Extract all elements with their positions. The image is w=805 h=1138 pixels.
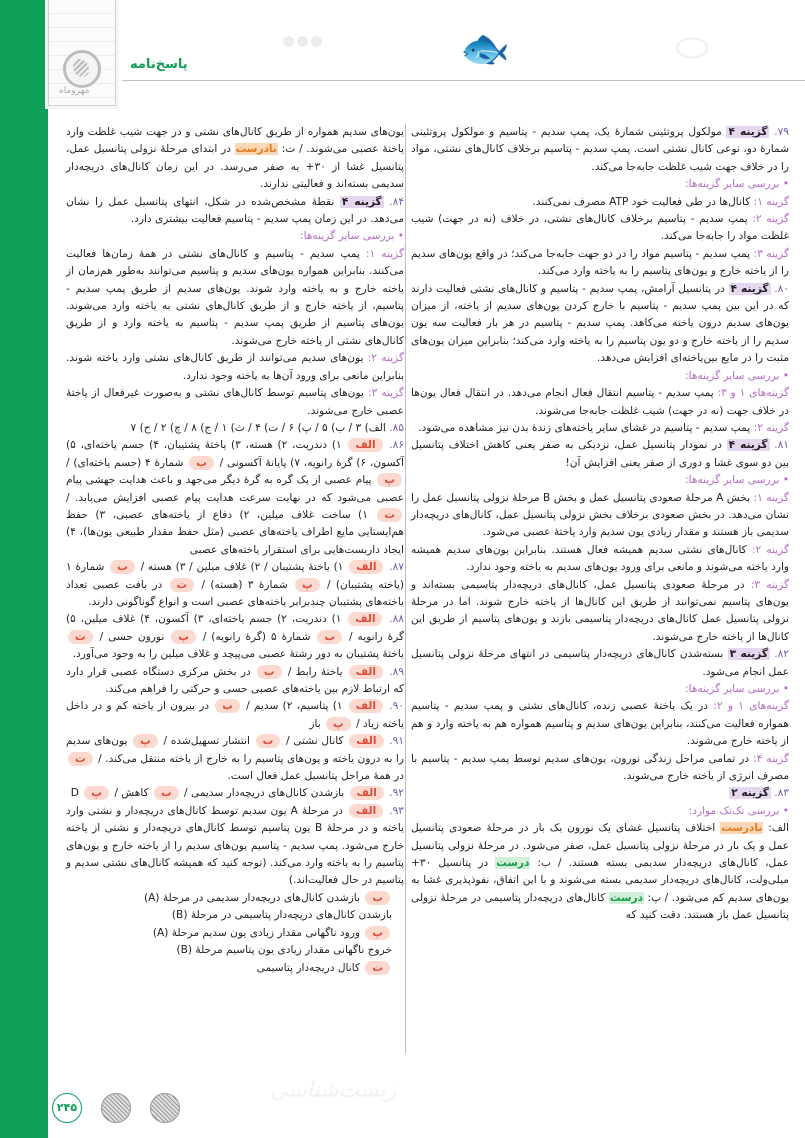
part-badge: الف (349, 734, 383, 748)
answer-84: ۸۴. گزینه ۴ نقطهٔ مشخص‌شده در شکل، انتهای پتانسیل عمل را نشان می‌دهد. در این زمان پمپ سدیم - پتاسیم فعالیت بیشتری دارد. (66, 195, 405, 226)
part-badge: پ (295, 578, 320, 592)
part-badge: الف (349, 560, 383, 574)
review-heading: • بررسی تک‌تک موارد: (688, 804, 789, 817)
part-badge: ب (110, 560, 135, 574)
page-footer (52, 1093, 180, 1123)
green-side-bar (0, 0, 48, 1138)
decorative-dots-icon (283, 32, 325, 51)
part-badge: ب (189, 456, 214, 470)
right-column: ۷۹. گزینه ۴ مولکول پروتئینی شمارهٔ یک، پمپ سدیم - پتاسیم و مولکول پروتئینی شمارهٔ دو، نوعی کانال نشتی است. پمپ سدیم - پتاسیم برخلاف کانال‌های نشتی، مواد را در خلاف جهت شیب غلظت جابه‌جا می‌کند. • بررسی سایر گزینه‌ها: گزینه ۱: کانال‌ها در طی فعالیت خود ATP مصرف نمی‌کنند. گزینه ۲: پمپ سدیم - پتاسیم برخلاف کانال‌های نشتی، در خلاف (نه در جهت) شیب غلظت مواد را جابه‌جا می‌کند. گزینه ۳: پمپ سدیم - پتاسیم مواد را در دو جهت جابه‌جا می‌کند؛ در واقع یون‌های سدیم را از یاخته خارج و یون‌های پتاسیم را به یاخته وارد می‌کند. ۸۰. گزینه ۴ در پتانسیل آرامش، پمپ سدیم - پتاسیم و کانال‌های نشتی فعالیت دارند که در این بین پمپ سدیم - پتاسیم با خارج کردن یون‌های سدیم از یاخته، از میزان یون‌های سدیم درون یاخته می‌کاهد. پمپ سدیم - پتاسیم در هر بار فعالیت سه یون سدیم را از یاخته خارج و دو یون پتاسیم را به یاخته وارد می‌کند؛ بنابراین میزان یون‌های مثبت را در مایع بین‌یاخته‌ای افزایش می‌دهد. • بررسی سایر گزینه‌ها: گزینه‌های ۱ و ۳: پمپ سدیم - پتاسیم انتقال فعال انجام می‌دهد. در انتقال فعال یون‌ها در خلاف جهت (نه در جهت) شیب غلظت جابه‌جا می‌شوند. گزینه ۲: پمپ سدیم - پتاسیم در غشای سایر یاخته‌های زندهٔ بدن نیز مشاهده می‌شود. ۸۱. گزینه ۴ در نمودار پتانسیل عمل، نزدیکی به صفر یعنی کاهش اختلاف پتانسیل بین دو سوی غشا و دوری از صفر یعنی افزایش آن! • بررسی سایر گزینه‌ها: گزینه ۱: بخش A مرحلهٔ صعودی پتانسیل عمل و بخش B مرحلهٔ نزولی پتانسیل عمل را نشان می‌دهد. در بخش صعودی برخلاف بخش نزولی پتانسیل عمل، کانال‌های دریچه‌دار سدیمی باز هستند و مقدار زیادی یون سدیم وارد یاختهٔ عصبی می‌شود. گزینه ۲: کانال‌های نشتی سدیم همیشه فعال هستند. بنابراین یون‌های سدیم همیشه وارد یاخته می‌شوند و مانعی برای ورود یون‌های سدیم به یاخته وجود ندارد. گزینه ۳: در مرحلهٔ صعودی پتانسیل عمل، کانال‌های دریچه‌دار پتاسیمی بسته‌اند و یون‌های پتاسیم نمی‌توانند از طریق این کانال‌ها از یاخته خارج شوند. اما در مرحلهٔ نزولی پتانسیل عمل کانال‌های دریچه‌دار پتاسیمی بازند و یون‌های پتاسیم از طریق این کانال‌ها از یاخته خارج می‌شوند. ۸۲. گزینه ۳ بسته‌شدن کانال‌های دریچه‌دار پتاسیمی در انتهای مرحلهٔ نزولی پتانسیل عمل انجام می‌شود. • بررسی سایر گزینه‌ها: گزینه‌های ۱ و ۲: در یک یاختهٔ عصبی زنده، کانال‌های نشتی و پمپ سدیم - پتاسیم همواره فعالیت می‌کنند، بنابراین یون‌های سدیم و پتاسیم همواره هم به یاخته وارد و هم از یاخته خارج می‌شوند. گزینه ۴: در تمامی مراحل زندگی نورون، یون‌های سدیم توسط پمپ سدیم - پتاسیم با مصرف انرژی از یاخته خارج می‌شوند. ۸۳. گزینه ۲ • بررسی تک‌تک موارد: الف: نادرست اختلاف پتانسیل غشای یک نورون یک بار در مرحلهٔ صعودی پتانسیل عمل و یک بار در مرحلهٔ نزولی پتانسیل عمل، صفر می‌شود. در مرحلهٔ نزولی پتانسیل عمل، کانال‌های دریچه‌دار سدیمی بسته هستند. / ب: درست در پتانسیل ۳۰+ میلی‌ولت، کانال‌های دریچه‌دار سدیمی بسته می‌شوند و با این اتفاق، نفوذپذیری غشا به یون‌های سدیم کم می‌شود. / پ: درست کانال‌های دریچه‌دار پتاسیمی در مرحلهٔ نزولی پتانسیل عمل باز هستند. دقت کنید که (411, 126, 790, 922)
review-heading: • بررسی سایر گزینه‌ها: (685, 369, 789, 382)
column-divider (405, 124, 406, 1054)
part-badge: پ (377, 473, 402, 487)
pepper-icon: ⬭ (675, 25, 710, 71)
header-divider (122, 80, 805, 81)
part-badge: الف (349, 699, 383, 713)
correct-option: گزینه ۳ (729, 648, 769, 661)
correct-option: گزینه ۲ (731, 787, 769, 800)
answer-93: ۹۳. الف در مرحلهٔ A یون سدیم توسط کانال‌های دریچه‌دار و نشتی وارد یاخته و در مرحلهٔ B یون پتاسیم توسط کانال‌های دریچه‌دار و نشتی از یاخته خارج می‌شود. پمپ سدیم - پتاسیم یون‌های سدیم را از یاخته خارج و یون‌های پتاسیم را به یاخته وارد می‌کند. (توجه کنید که همیشه کانال‌های نشتی سدیم و پتاسیم در حال فعالیت‌اند.) (66, 804, 405, 887)
logo-butterfly-icon (63, 50, 101, 88)
review-heading: • بررسی سایر گزینه‌ها: (300, 230, 404, 243)
part-badge: ب (257, 665, 282, 679)
part-badge: الف (348, 612, 382, 626)
answer-89: ۸۹. الف یاختهٔ رابط / ب در بخش مرکزی دستگاه عصبی قرار دارد که ارتباط لازم بین یاخته‌های عصبی حسی و حرکتی را فراهم می‌کند. (66, 665, 405, 695)
part-badge: الف (348, 438, 382, 452)
answer-80: ۸۰. گزینه ۴ در پتانسیل آرامش، پمپ سدیم - پتاسیم و کانال‌های نشتی فعالیت دارند که در این بین پمپ سدیم - پتاسیم با خارج کردن یون‌های سدیم از یاخته، از میزان یون‌های سدیم درون یاخته می‌کاهد. پمپ سدیم - پتاسیم در هر بار فعالیت سه یون سدیم را از یاخته خارج و دو یون پتاسیم را به یاخته وارد می‌کند؛ بنابراین میزان یون‌های مثبت را در مایع بین‌یاخته‌ای افزایش می‌دهد. (411, 282, 789, 365)
part-badge: الف (349, 665, 383, 679)
part-badge: ب (317, 630, 342, 644)
answer-83: ۸۳. گزینه ۲ (731, 787, 789, 800)
answer-83-continued: یون‌های سدیم همواره از طریق کانال‌های نشتی و در جهت شیب غلظت وارد یاختهٔ عصبی می‌شوند. / ت: نادرست در ابتدای مرحلهٔ نزولی پتانسیل عمل، پتانسیل غشا از ۳۰+ به صفر می‌رسد. در این زمان کانال‌های دریچه‌دار سدیمی بسته‌اند و فعالیتی ندارند. (66, 126, 404, 191)
status-wrong: نادرست (235, 143, 277, 156)
logo-card (48, 0, 116, 106)
left-column: یون‌های سدیم همواره از طریق کانال‌های نشتی و در جهت شیب غلظت وارد یاختهٔ عصبی می‌شوند. / ت: نادرست در ابتدای مرحلهٔ نزولی پتانسیل عمل، پتانسیل غشا از ۳۰+ به صفر می‌رسد. در این زمان کانال‌های دریچه‌دار سدیمی بسته‌اند و فعالیتی ندارند. ۸۴. گزینه ۴ نقطهٔ مشخص‌شده در شکل، انتهای پتانسیل عمل را نشان می‌دهد. در این زمان پمپ سدیم - پتاسیم فعالیت بیشتری دارد. • بررسی سایر گزینه‌ها: گزینه ۱: پمپ سدیم - پتاسیم و کانال‌های نشتی در همهٔ زمان‌ها فعالیت می‌کنند. بنابراین همواره یون‌های سدیم و پتاسیم می‌توانند به‌طور هم‌زمان از یاخته خارج و به یاخته وارد شوند. یون‌های سدیم از طریق پمپ سدیم - پتاسیم، از یاخته خارج و از طریق کانال‌های نشتی به یاخته وارد می‌شوند. یون‌های پتاسیم از طریق پمپ سدیم - پتاسیم به یاخته وارد و از طریق کانال‌های نشتی از یاخته خارج می‌شوند. گزینه ۲: یون‌های سدیم می‌توانند از طریق کانال‌های نشتی وارد یاخته شوند. بنابراین مانعی برای ورود آن‌ها به یاخته وجود ندارد. گزینه ۳: یون‌های پتاسیم توسط کانال‌های نشتی و به‌صورت غیرفعال از یاختهٔ عصبی خارج می‌شوند. ۸۵. الف) ۳ / ب) ۵ / پ) ۶ / ت) ۴ / ث) ۱ / ج) ۸ / چ) ۲ / ح) ۷ ۸۶. الف ۱) دندریت، ۲) هسته، ۳) یاختهٔ پشتیبان، ۴) جسم یاخته‌ای، ۵) آکسون، ۶) گرهٔ رانویه، ۷) پایانهٔ آکسونی / ب شمارهٔ ۴ (جسم یاخته‌ای) / پ پیام عصبی از یک گره به گرهٔ دیگر می‌جهد و باعث هدایت جهشی پیام عصبی می‌شود که در نهایت سرعت هدایت پیام عصبی افزایش می‌یابد. / ت ۱) ساخت غلاف میلین، ۲) دفاع از یاخته‌های عصبی، ۳) حفظ هم‌ایستایی مایع اطراف یاخته‌های عصبی (مثل حفظ مقدار طبیعی یون‌ها)، ۴) ایجاد داربست‌هایی برای استقرار یاخته‌های عصبی ۸۷. الف ۱) یاختهٔ پشتیبان / ۲) غلاف میلین / ۳) هسته / ب شمارهٔ ۱ (یاخته پشتیبان) / پ شمارهٔ ۳ (هسته) / ت در بافت عصبی تعداد یاخته‌های پشتیبان چندبرابر یاخته‌های عصبی است و انواع گوناگونی دارند. ۸۸. الف ۱) دندریت، ۲) جسم یاخته‌ای، ۳) آکسون، ۴) غلاف میلین، ۵) گرهٔ رانویه / ب شمارهٔ ۵ (گرهٔ رانویه) / پ نورون حسی / ت یاختهٔ پشتیبان به دور رشتهٔ عصبی می‌پیچد و غلاف میلین را به وجود می‌آورد. ۸۹. الف یاختهٔ رابط / ب در بخش مرکزی دستگاه عصبی قرار دارد که ارتباط لازم بین یاخته‌های عصبی حسی و حرکتی را فراهم می‌کند. ۹۰. الف ۱) پتاسیم، ۲) سدیم / ب در بیرون از یاخته کم و در داخل یاخته زیاد / پ باز ۹۱. الف کانال نشتی / ب انتشار تسهیل‌شده / پ یون‌های سدیم را به درون یاخته و یون‌های پتاسیم را به خارج از یاخته منتقل می‌کند. / ت در همهٔ مراحل پتانسیل عمل فعال است. ۹۲. الف بازشدن کانال‌های دریچه‌دار سدیمی / ب کاهش / پ D ۹۳. الف در مرحلهٔ A یون سدیم توسط کانال‌های دریچه‌دار و نشتی وارد یاخته و در مرحلهٔ B یون پتاسیم توسط کانال‌های دریچه‌دار و نشتی از یاخته خارج می‌شود. پمپ سدیم - پتاسیم یون‌های سدیم را از یاخته خارج و یون‌های پتاسیم را به یاخته وارد می‌کند. (توجه کنید که همیشه کانال‌های نشتی سدیم و پتاسیم در حال فعالیت‌اند.) ب بازشدن کانال‌های دریچه‌دار سدیمی در مرحلهٔ (A) بازشدن کانال‌های دریچه‌دار پتاسیمی در مرحلهٔ (B) پ ورود ناگهانی مقدار زیادی یون سدیم مرحلهٔ (A) خروج ناگهانی مقدار زیادی یون پتاسیم مرحلهٔ (B) ت کانال دریچه‌دار پتاسیمی (66, 126, 405, 974)
status-correct: درست (496, 857, 530, 870)
review-heading: • بررسی سایر گزینه‌ها: (685, 178, 789, 191)
part-badge: ت (68, 752, 93, 766)
answer-88: ۸۸. الف ۱) دندریت، ۲) جسم یاخته‌ای، ۳) آکسون، ۴) غلاف میلین، ۵) گرهٔ رانویه / ب شمارهٔ ۵ (گرهٔ رانویه) / پ نورون حسی / ت یاختهٔ پشتیبان به دور رشتهٔ عصبی می‌پیچد و غلاف میلین را به وجود می‌آورد. (66, 613, 405, 661)
correct-option: گزینه ۴ (728, 126, 768, 138)
part-badge: ب (365, 891, 390, 905)
answer-79: ۷۹. گزینه ۴ مولکول پروتئینی شمارهٔ یک، پمپ سدیم - پتاسیم و مولکول پروتئینی شمارهٔ دو، نوعی کانال نشتی است. پمپ سدیم - پتاسیم برخلاف کانال‌های نشتی، مواد را در خلاف جهت شیب غلظت جابه‌جا می‌کند. (411, 126, 789, 173)
correct-option: گزینه ۴ (728, 439, 768, 452)
fish-icon: 🐟 (460, 26, 510, 72)
part-badge: پ (365, 926, 390, 940)
part-badge: ب (256, 734, 281, 748)
answer-92: ۹۲. الف بازشدن کانال‌های دریچه‌دار سدیمی / ب کاهش / پ D (70, 787, 404, 800)
review-heading: • بررسی سایر گزینه‌ها: (685, 474, 789, 487)
part-badge: الف (349, 804, 383, 818)
watermark: زیست‌شناسی (270, 1078, 397, 1103)
part-badge: ت (170, 578, 195, 592)
part-badge: ب (154, 786, 179, 800)
answer-90: ۹۰. الف ۱) پتاسیم، ۲) سدیم / ب در بیرون از یاخته کم و در داخل یاخته زیاد / پ باز (66, 700, 404, 730)
part-badge: ت (68, 630, 93, 644)
answer-81: ۸۱. گزینه ۴ در نمودار پتانسیل عمل، نزدیکی به صفر یعنی کاهش اختلاف پتانسیل بین دو سوی غشا و دوری از صفر یعنی افزایش آن! (411, 439, 789, 469)
correct-option: گزینه ۴ (730, 282, 769, 295)
decorative-circle-icon (150, 1093, 180, 1123)
status-wrong: نادرست (721, 822, 763, 835)
answer-87: ۸۷. الف ۱) یاختهٔ پشتیبان / ۲) غلاف میلین / ۳) هسته / ب شمارهٔ ۱ (یاخته پشتیبان) / پ شمارهٔ ۳ (هسته) / ت در بافت عصبی تعداد یاخته‌های پشتیبان چندبرابر یاخته‌های عصبی است و انواع گوناگونی دارند. (66, 561, 405, 608)
part-badge: پ (171, 630, 196, 644)
logo-text: مهروماه (59, 86, 90, 96)
part-badge: پ (133, 734, 158, 748)
part-badge: پ (84, 786, 109, 800)
page-number: ۲۴۵ (52, 1093, 82, 1123)
section-title: پاسخ‌نامه (130, 57, 188, 72)
part-badge: ت (365, 961, 390, 975)
part-badge: پ (326, 717, 351, 731)
status-correct: درست (609, 891, 644, 904)
answer-86: ۸۶. الف ۱) دندریت، ۲) هسته، ۳) یاختهٔ پشتیبان، ۴) جسم یاخته‌ای، ۵) آکسون، ۶) گرهٔ رانویه، ۷) پایانهٔ آکسونی / ب شمارهٔ ۴ (جسم یاخته‌ای) / پ پیام عصبی از یک گره به گرهٔ دیگر می‌جهد و باعث هدایت جهشی پیام عصبی می‌شود که در نهایت سرعت هدایت پیام عصبی افزایش می‌یابد. / ت ۱) ساخت غلاف میلین، ۲) دفاع از یاخته‌های عصبی، ۳) حفظ هم‌ایستایی مایع اطراف یاخته‌های عصبی (مثل حفظ مقدار طبیعی یون‌ها)، ۴) ایجاد داربست‌هایی برای استقرار یاخته‌های عصبی (66, 439, 405, 556)
part-badge: ب (215, 699, 240, 713)
decorative-circle-icon (101, 1093, 131, 1123)
answer-91: ۹۱. الف کانال نشتی / ب انتشار تسهیل‌شده / پ یون‌های سدیم را به درون یاخته و یون‌های پتاسیم را به خارج از یاخته منتقل می‌کند. / ت در همهٔ مراحل پتانسیل عمل فعال است. (66, 735, 404, 783)
part-badge: الف (350, 786, 384, 800)
answer-85: ۸۵. الف) ۳ / ب) ۵ / پ) ۶ / ت) ۴ / ث) ۱ / ج) ۸ / چ) ۲ / ح) ۷ (130, 421, 404, 434)
correct-option: گزینه ۴ (341, 195, 382, 208)
review-heading: • بررسی سایر گزینه‌ها: (685, 683, 789, 695)
answer-82: ۸۲. گزینه ۳ بسته‌شدن کانال‌های دریچه‌دار پتاسیمی در انتهای مرحلهٔ نزولی پتانسیل عمل انجام می‌شود. (411, 648, 789, 678)
part-badge: ت (377, 508, 402, 522)
